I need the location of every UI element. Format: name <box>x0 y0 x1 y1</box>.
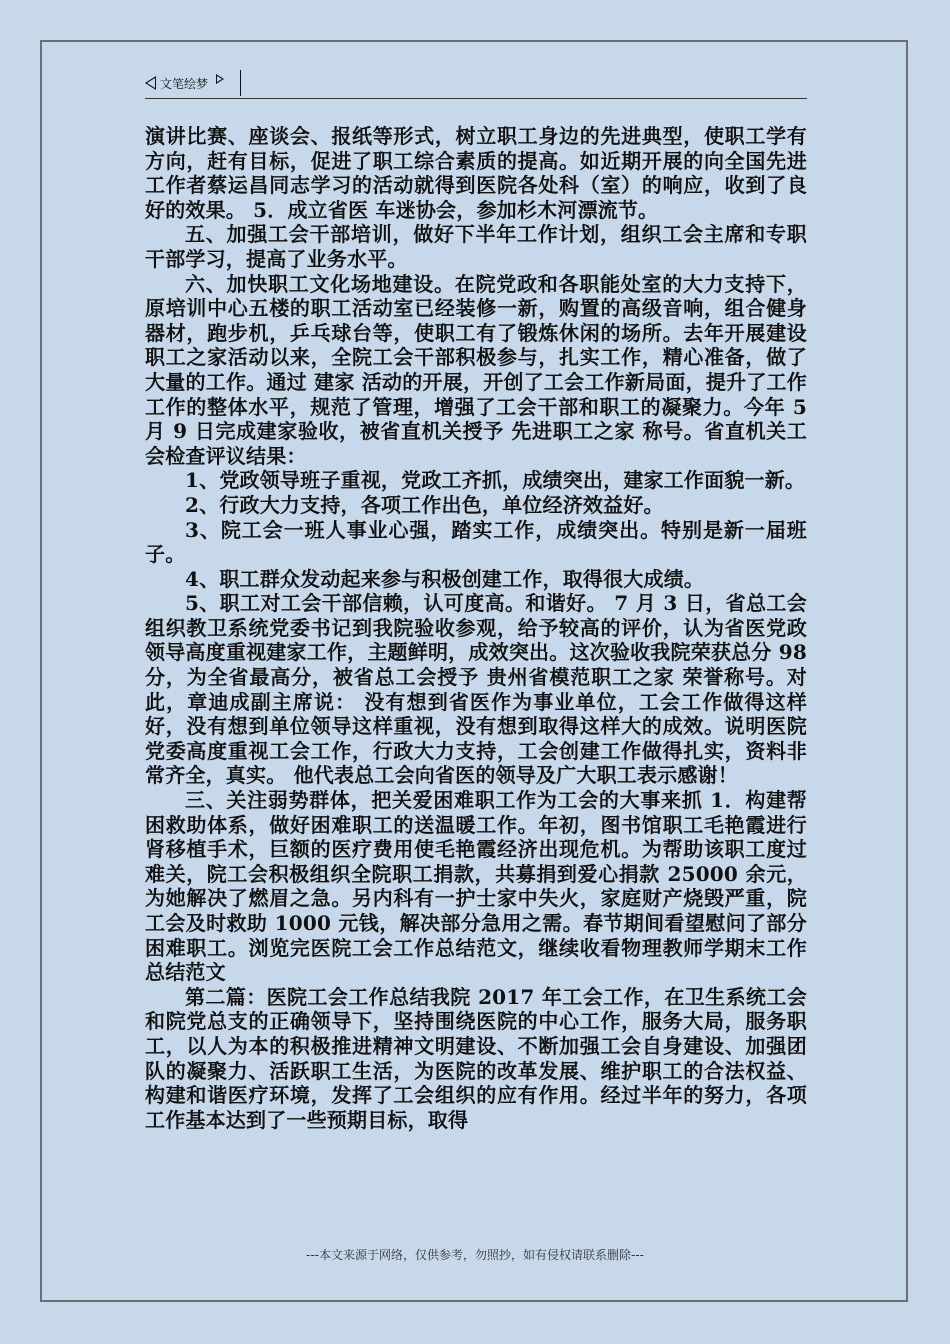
paragraph: 5、职工对工会干部信赖，认可度高。和谐好。 7 月 3 日，省总工会组织教卫系统党委书记到我院验收参观，给予较高的评价，认为省医党政领导高度重视建家工作，主题鲜明，成效突出。这次验收我院荣获总分 98 分，为全省最高分，被省总工会授予 贵州省模范职工之家 荣誉称号。对此，章迪成副主席说： 没有想到省医作为事业单位，工会工作做得这样好，没有想到单位领导这样重视，没有想到取得这样大的成效。说明医院党委高度重视工会工作，行政大力支持，工会创建工作做得扎实，资料非常齐全，真实。 他代表总工会向省医的领导及广大职工表示感谢！ <box>145 591 807 788</box>
logo-divider <box>240 70 241 96</box>
triangle-left-icon <box>145 76 156 90</box>
document-body <box>145 124 807 1132</box>
logo-text: 文笔绘梦 <box>160 76 209 91</box>
paragraph: 3、院工会一班人事业心强，踏实工作，成绩突出。特别是新一届班子。 <box>145 517 807 567</box>
paragraph: 六、加快职工文化场地建设。在院党政和各职能处室的大力支持下，原培训中心五楼的职工活动室已经装修一新，购置的高级音响，组合健身器材，跑步机，乒乓球台等，使职工有了锻炼休闲的场所。去年开展建设职工之家活动以来，全院工会干部积极参与，扎实工作，精心准备，做了大量的工作。通过 建家 活动的开展，开创了工会工作新局面，提升了工作工作的整体水平，规范了管理，增强了工会干部和职工的凝聚力。今年 5 月 9 日完成建家验收，被省直机关授予 先进职工之家 称号。省直机关工会检查评议结果： <box>145 271 807 468</box>
paragraph: 2、行政大力支持，各项工作出色，单位经济效益好。 <box>185 492 664 517</box>
paragraph: 1、党政领导班子重视，党政工齐抓，成绩突出，建家工作面貌一新。 <box>185 468 806 493</box>
triangle-right-icon <box>216 74 224 84</box>
page-header <box>145 70 807 99</box>
paragraph: 第二篇：医院工会工作总结我院 2017 年工会工作，在卫生系统工会和院党总支的正确领导下，坚持围绕医院的中心工作，服务大局，服务职工，以人为本的积极推进精神文明建设、不断加强工会自身建设、加强团队的凝聚力、活跃职工生活，为医院的改革发展、维护职工的合法权益、构建和谐医疗环境，发挥了工会组织的应有作用。经过半年的努力，各项工作基本达到了一些预期目标，取得 <box>145 984 807 1132</box>
paragraph: 演讲比赛、座谈会、报纸等形式，树立职工身边的先进典型，使职工学有方向，赶有目标，促进了职工综合素质的提高。如近期开展的向全国先进工作者蔡运昌同志学习的活动就得到医院各处科（室）的响应，收到了良好的效果。 5．成立省医 车迷协会，参加杉木河漂流节。 <box>145 124 807 222</box>
logo <box>145 70 241 96</box>
paragraph: 五、加强工会干部培训，做好下半年工作计划，组织工会主席和专职干部学习，提高了业务水平。 <box>145 222 807 271</box>
footer-notice: ---本文来源于网络，仅供参考，勿照抄，如有侵权请联系删除--- <box>306 1248 644 1262</box>
paragraph: 三、关注弱势群体，把关爱困难职工作为工会的大事来抓 1．构建帮困救助体系，做好困难职工的送温暖工作。年初，图书馆职工毛艳霞进行肾移植手术，巨额的医疗费用使毛艳霞经济出现危机。为帮助该职工度过难关，院工会积极组织全院职工捐款，共募捐到爱心捐款 25000 余元，为她解决了燃眉之急。另内科有一护士家中失火，家庭财产烧毁严重，院工会及时救助 1000 元钱，解决部分急用之需。春节期间看望慰问了部分困难职工。浏览完医院工会工作总结范文，继续收看物理教师学期末工作总结范文 <box>145 788 807 985</box>
paragraph: 4、职工群众发动起来参与积极创建工作，取得很大成绩。 <box>185 566 705 591</box>
